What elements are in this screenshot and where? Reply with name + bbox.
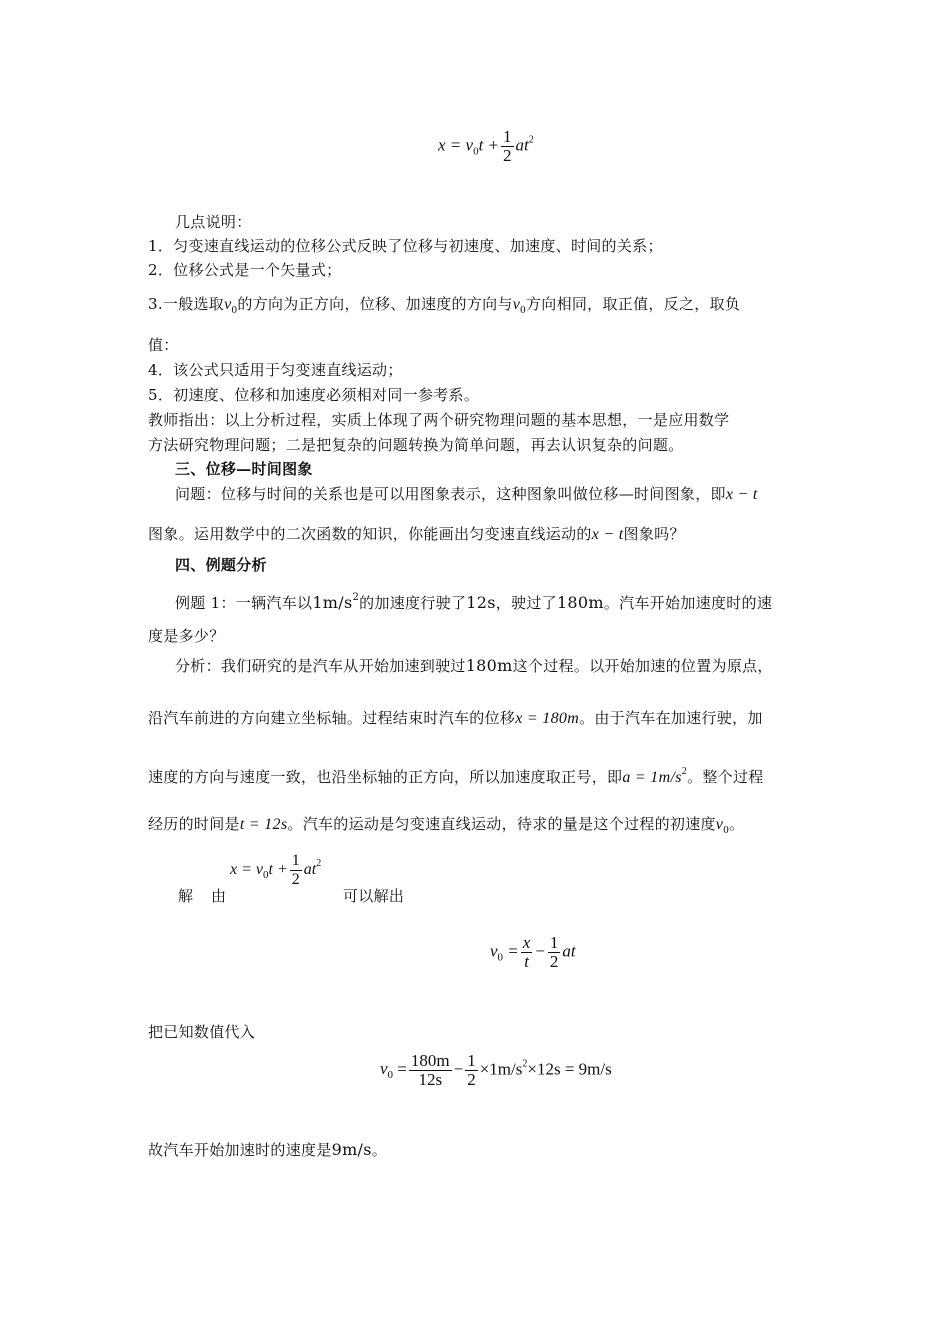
displacement-formula: $x = v_0t$ + $\frac{1}{2}$ $at^2$	[438, 127, 534, 165]
v0-symbol: $v_0$	[224, 296, 238, 316]
substitute-text: 把已知数值代入	[148, 1023, 256, 1041]
note-4: 4．该公式只适用于匀变速直线运动；	[148, 361, 403, 379]
v0-formula: $v_0$ = $\frac{x}{t}$ − $\frac{1}{2}$ at	[490, 933, 576, 971]
v0-symbol: $v_0$	[715, 816, 730, 836]
xt-symbol: x − t	[591, 526, 624, 543]
teacher-note-1: 教师指出：以上分析过程，实质上体现了两个研究物理问题的基本思想，一是应用数学	[148, 411, 730, 429]
solution-jie: 解	[178, 887, 194, 905]
dist-value: 180m	[465, 656, 513, 675]
note-2: 2．位移公式是一个矢量式；	[148, 261, 342, 279]
v0-symbol: $v_0$	[512, 296, 526, 316]
accel-value: 1m/s	[312, 593, 353, 612]
solution-formula: $x = v_0t$ + $\frac{1}{2}$ $at^2$	[230, 852, 322, 888]
notes-heading: 几点说明：	[175, 213, 252, 231]
xt-symbol: x − t	[725, 486, 758, 503]
section-3-title: 三、位移—时间图象	[175, 460, 313, 478]
analysis-line-2: 沿汽车前进的方向建立坐标轴。过程结束时汽车的位移x = 180m。由于汽车在加速行驶，加	[148, 709, 763, 727]
dist-value: 180m	[556, 593, 604, 612]
solution-you: 由	[211, 887, 227, 905]
question-line-1: 问题：位移与时间的关系也是可以用图象表示，这种图象叫做位移—时间图象，即x − t	[175, 485, 758, 503]
a-equation: a = 1m/s	[622, 769, 682, 786]
analysis-line-4: 经历的时间是t = 12s。汽车的运动是匀变速直线运动，待求的量是这个过程的初速度$v_0$。	[148, 815, 745, 836]
teacher-note-2: 方法研究物理问题；二是把复杂的问题转换为简单问题，再去认识复杂的问题。	[148, 436, 684, 454]
conclusion: 故汽车开始加速时的速度是9m/s。	[148, 1140, 388, 1159]
solution-kyjc: 可以解出	[343, 887, 405, 905]
note-1: 1．匀变速直线运动的位移公式反映了位移与初速度、加速度、时间的关系；	[148, 237, 663, 255]
analysis-line-1: 分析：我们研究的是汽车从开始加速到驶过180m这个过程。以开始加速的位置为原点，	[175, 656, 773, 675]
example-line-1: 例题 1：一辆汽车以$1m/s^2$的加速度行驶了12s，驶过了180m。汽车开始加速度时的速	[175, 592, 773, 612]
note-3-cont: 值：	[148, 336, 179, 354]
t-equation: t = 12s	[239, 816, 288, 833]
time-value: 12s	[466, 593, 496, 612]
section-4-title: 四、例题分析	[175, 556, 267, 574]
note-5: 5．初速度、位移和加速度必须相对同一参考系。	[148, 386, 480, 404]
example-line-2: 度是多少？	[148, 627, 225, 645]
question-line-2: 图象。运用数学中的二次函数的知识，你能画出匀变速直线运动的x − t图象吗？	[148, 525, 685, 543]
analysis-line-3: 速度的方向与速度一致，也沿坐标轴的正方向，所以加速度取正号，即$a = 1m/s^2$。整个过程	[148, 766, 764, 786]
substitution-formula: $v_0$ = $\frac{180m}{12s}$ − $\frac{1}{2}$ $\times 1m/s^2\times 12s = 9m/s$	[380, 1051, 612, 1089]
result-value: 9m/s	[331, 1140, 372, 1159]
note-3: 3.一般选取$v_0$的方向为正方向，位移、加速度的方向与$v_0$方向相同，取正值，反之，取负	[148, 295, 741, 316]
x-equation: x = 180m	[515, 710, 580, 727]
